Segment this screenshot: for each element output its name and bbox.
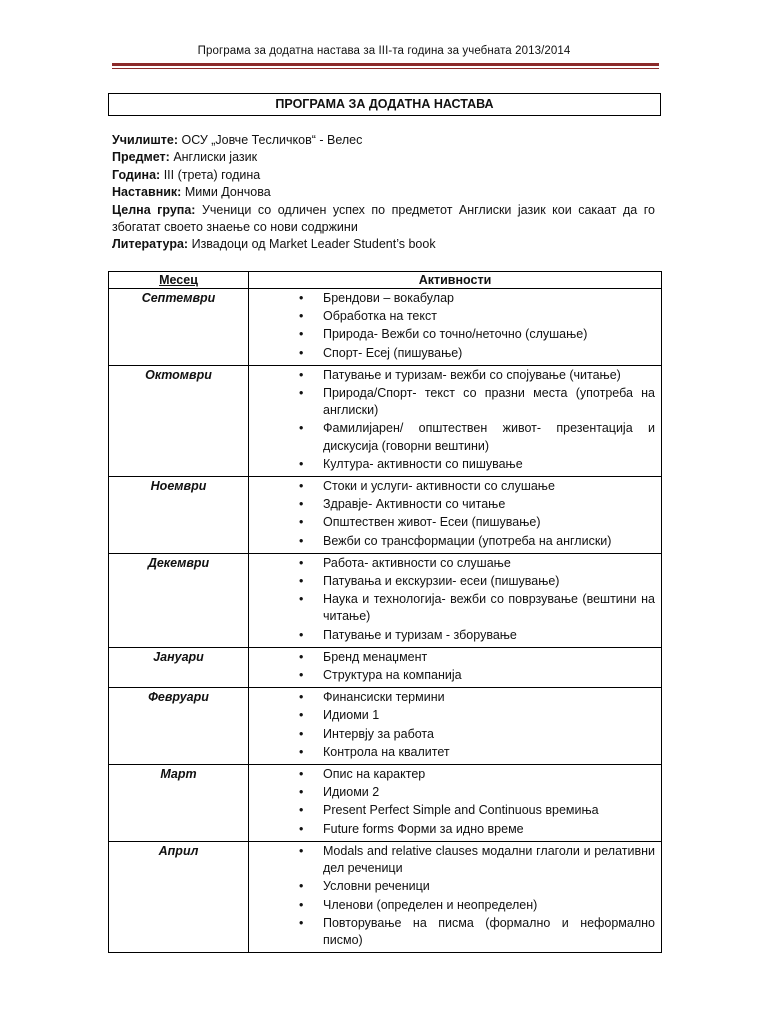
activity-item: • Present Perfect Simple and Continuous времиња — [249, 802, 655, 819]
info-value: III (трета) година — [163, 167, 261, 182]
activities-cell — [249, 553, 662, 647]
table-row — [109, 688, 662, 765]
info-block — [112, 132, 655, 254]
activities-list — [249, 478, 655, 550]
month-cell: Февруари — [109, 688, 249, 765]
activities-table — [108, 271, 662, 953]
activity-item: • Условни реченици — [249, 878, 655, 895]
info-label: Година: — [112, 167, 161, 182]
activity-item: • Обработка на текст — [249, 308, 655, 325]
info-value: Ученици со одличен успех по предметот Англиски јазик кои сакаат да го збогатат своето знаење со нови содржини — [112, 202, 655, 235]
month-cell: Ноември — [109, 477, 249, 554]
info-year — [112, 167, 655, 184]
info-label: Училиште: — [112, 133, 178, 147]
table-row — [109, 365, 662, 476]
month-header-label: Месец — [159, 273, 198, 287]
activity-item: • Култура- активности со пишување — [249, 456, 655, 473]
activities-cell — [249, 647, 662, 687]
activity-item: • Стоки и услуги- активности со слушање — [249, 478, 655, 495]
table-row — [109, 289, 662, 366]
month-cell: Декември — [109, 553, 249, 647]
info-value: Извадоци од Market Leader Student’s book — [191, 237, 436, 252]
activity-item: • Брендови – вокабулар — [249, 290, 655, 307]
activity-item: • Природа- Вежби со точно/неточно (слушање) — [249, 326, 655, 343]
info-label: Целна група: — [112, 202, 196, 217]
activities-list — [249, 290, 655, 362]
month-cell: Април — [109, 841, 249, 952]
month-cell: Септември — [109, 289, 249, 366]
header-rule-thick — [112, 63, 659, 66]
info-label: Предмет: — [112, 150, 170, 165]
month-cell: Октомври — [109, 365, 249, 476]
activity-item: • Идиоми 1 — [249, 707, 655, 724]
activity-item: • Патување и туризам - зборување — [249, 627, 655, 644]
activities-column-header: Активности — [249, 272, 662, 289]
activity-item: • Структура на компанија — [249, 667, 655, 684]
activity-item: • Спорт- Есеј (пишување) — [249, 345, 655, 362]
activities-cell — [249, 765, 662, 842]
info-school — [112, 132, 655, 149]
activities-cell — [249, 688, 662, 765]
activities-list — [249, 555, 655, 644]
table-body — [109, 289, 662, 953]
activity-item: • Патување и туризам- вежби со спојување (читање) — [249, 367, 655, 384]
info-teacher — [112, 184, 655, 201]
info-subject — [112, 149, 655, 166]
activity-item: • Бренд менаџмент — [249, 649, 655, 666]
activity-item: • Општествен живот- Есеи (пишување) — [249, 514, 655, 531]
activity-item: • Вежби со трансформации (употреба на англиски) — [249, 533, 655, 550]
info-label: Наставник: — [112, 185, 182, 200]
activity-item: • Работа- активности со слушање — [249, 555, 655, 572]
activities-cell — [249, 477, 662, 554]
activity-item: • Фамилијарен/ општествен живот- презентација и дискусија (говорни вештини) — [249, 420, 655, 454]
activities-list — [249, 649, 655, 684]
activities-list — [249, 689, 655, 761]
table-header-row — [109, 272, 662, 289]
activity-item: • Природа/Спорт- текст со празни места (употреба на англиски) — [249, 385, 655, 419]
activity-item: • Опис на карактер — [249, 766, 655, 783]
info-value: Англиски јазик — [173, 150, 258, 165]
month-cell: Март — [109, 765, 249, 842]
activities-list — [249, 843, 655, 949]
month-column-header — [109, 272, 249, 289]
activities-cell — [249, 365, 662, 476]
activities-list — [249, 766, 655, 838]
table-row — [109, 765, 662, 842]
table-row — [109, 841, 662, 952]
activity-item: • Наука и технологија- вежби со поврзување (вештини на читање) — [249, 591, 655, 625]
activity-item: • Modals and relative clauses модални глаголи и релативни дел реченици — [249, 843, 655, 877]
info-value: ОСУ „Јовче Тесличков“ - Велес — [181, 133, 363, 147]
activities-cell — [249, 289, 662, 366]
activity-item: • Интервју за работа — [249, 726, 655, 743]
activity-item: • Здравје- Активности со читање — [249, 496, 655, 513]
month-cell: Јануари — [109, 647, 249, 687]
activity-item: • Членови (определен и неопределен) — [249, 897, 655, 914]
info-value: Мими Дончова — [184, 185, 271, 200]
activities-list — [249, 367, 655, 473]
activity-item: • Патувања и екскурзии- есеи (пишување) — [249, 573, 655, 590]
info-target-group — [112, 202, 655, 237]
info-literature — [112, 236, 655, 253]
activity-item: • Future forms Форми за идно време — [249, 821, 655, 838]
activities-cell — [249, 841, 662, 952]
activity-item: • Контрола на квалитет — [249, 744, 655, 761]
document-title: ПРОГРАМА ЗА ДОДАТНА НАСТАВА — [108, 93, 661, 116]
table-row — [109, 477, 662, 554]
table-row — [109, 647, 662, 687]
running-header: Програма за додатна настава за III-та година за учебната 2013/2014 — [197, 45, 571, 57]
info-label: Литература: — [112, 237, 189, 252]
activity-item: • Финансиски термини — [249, 689, 655, 706]
activity-item: • Повторување на писма (формално и неформално писмо) — [249, 915, 655, 949]
activity-item: • Идиоми 2 — [249, 784, 655, 801]
table-row — [109, 553, 662, 647]
header-rule-thin — [112, 68, 659, 69]
